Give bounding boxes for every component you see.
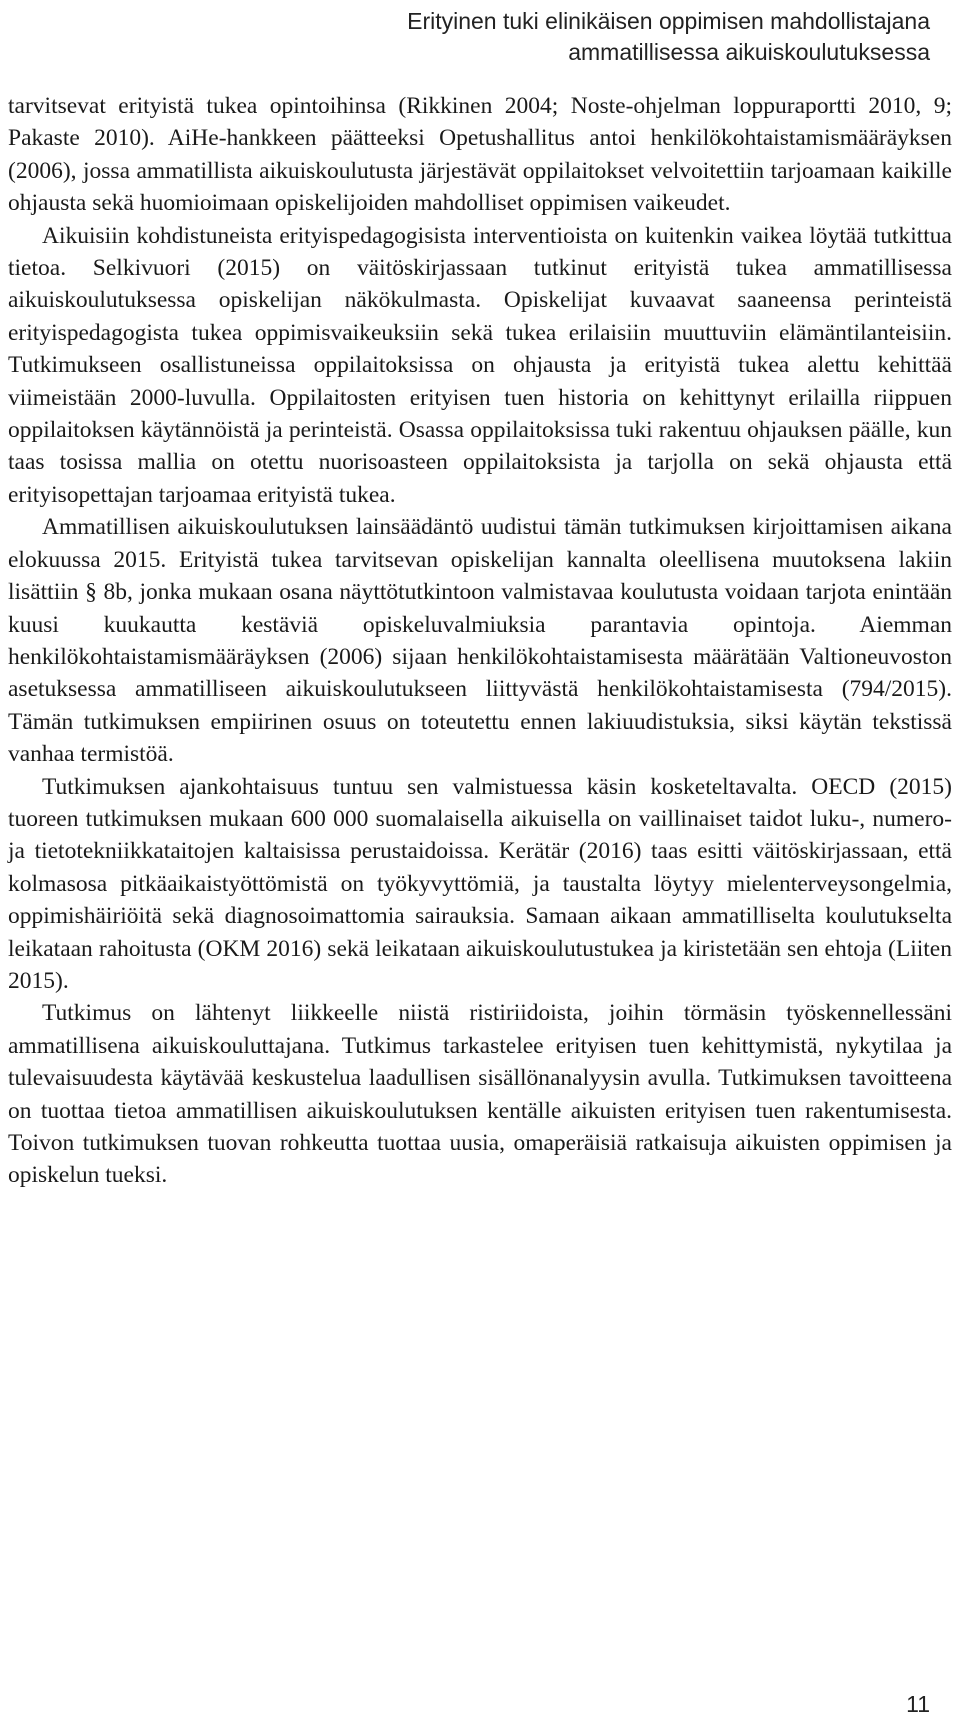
- paragraph-continuation: tarvitsevat erityistä tukea opintoihinsa (Rikkinen 2004; Noste-ohjelman loppuraportti 2010, 9; Pakaste 2010). AiHe-hankkeen päätteeksi Opetushallitus antoi henkilökohtaistamismääräyksen (2006), jossa ammatillista aikuiskoulutusta järjestävät oppilaitokset velvoitettiin tarjoamaan kaikille ohjausta sekä huomioimaan opiskelijoiden mahdolliset oppimisen vaikeudet.: [8, 93, 952, 217]
- body-text: [8, 90, 952, 1192]
- paragraph: Aikuisiin kohdistuneista erityispedagogisista interventioista on kuitenkin vaikea löytää tutkittua tietoa. Selkivuori (2015) on väitöskirjassaan tutkinut erityistä tukea ammatillisessa aikuiskoulutuksessa opiskelijan näkökulmasta. Opiskelijat kuvaavat saaneensa perinteistä erityispedagogista tukea oppimisvaikeuksiin sekä tukea erilaisiin muuttuviin elämäntilanteisiin. Tutkimukseen osallistuneissa oppilaitoksissa on ohjausta ja erityistä tukea alettu kehittää viimeistään 2000-luvulla. Oppilaitosten erityisen tuen historia on kehittynyt erilailla riippuen oppilaitoksen käytännöistä ja perinteistä. Osassa oppilaitoksissa tuki rakentuu ohjauksen päälle, kun taas tosissa mallia on otettu nuorisoasteen oppilaitoksista ja tarjolla on sekä ohjausta että erityisopettajan tarjoamaa erityistä tukea.: [8, 222, 952, 508]
- page-number: 11: [906, 1691, 930, 1717]
- paragraph: Tutkimus on lähtenyt liikkeelle niistä ristiriidoista, joihin törmäsin työskennellessäni ammatillisena aikuiskouluttajana. Tutkimus tarkastelee erityisen tuen kehittymistä, nykytilaa ja tulevaisuudesta käytävää keskustelua laadullisen sisällönanalyysin avulla. Tutkimuksen tavoitteena on tuottaa tietoa ammatillisen aikuiskoulutuksen kentälle aikuisten erityisen tuen rakentumisesta. Toivon tutkimuksen tuovan rohkeutta tuottaa uusia, omaperäisiä ratkaisuja aikuisten oppimisen ja opiskelun tueksi.: [8, 1000, 952, 1189]
- running-header-line-1: Erityinen tuki elinikäisen oppimisen mahdollistajana: [407, 8, 930, 34]
- paragraph: Tutkimuksen ajankohtaisuus tuntuu sen valmistuessa käsin kosketeltavalta. OECD (2015) tuoreen tutkimuksen mukaan 600 000 suomalaisella aikuisella on vaillinaiset taidot luku-, numero- ja tietotekniikkataitojen kaltaisissa perustaidoissa. Kerätär (2016) taas esitti väitöskirjassaan, että kolmasosa pitkäaikaistyöttömistä on työkyvyttömiä, ja taustalta löytyy mielenterveysongelmia, oppimishäiriöitä sekä diagnosoimattomia sairauksia. Samaan aikaan ammatilliselta koulutukselta leikataan rahoitusta (OKM 2016) sekä leikataan aikuiskoulutustukea ja kiristetään sen ehtoja (Liiten 2015).: [8, 773, 952, 994]
- paragraph: Ammatillisen aikuiskoulutuksen lainsäädäntö uudistui tämän tutkimuksen kirjoittamisen aikana elokuussa 2015. Erityistä tukea tarvitsevan opiskelijan kannalta oleellisena muutoksena lakiin lisättiin § 8b, jonka mukaan osana näyttötutkintoon valmistavaa koulutusta voidaan tarjota enintään kuusi kuukautta kestäviä opiskeluvalmiuksia parantavia opintoja. Aiemman henkilökohtaistamismääräyksen (2006) sijaan henkilökohtaistamisesta määrätään Valtioneuvoston asetuksessa ammatilliseen aikuiskoulutukseen liittyvästä henkilökohtaistamisesta (794/2015). Tämän tutkimuksen empiirinen osuus on toteutettu ennen lakiuudistuksia, siksi käytän tekstissä vanhaa termistöä.: [8, 514, 952, 768]
- running-header: [407, 6, 930, 68]
- running-header-line-2: ammatillisessa aikuiskoulutuksessa: [568, 39, 930, 65]
